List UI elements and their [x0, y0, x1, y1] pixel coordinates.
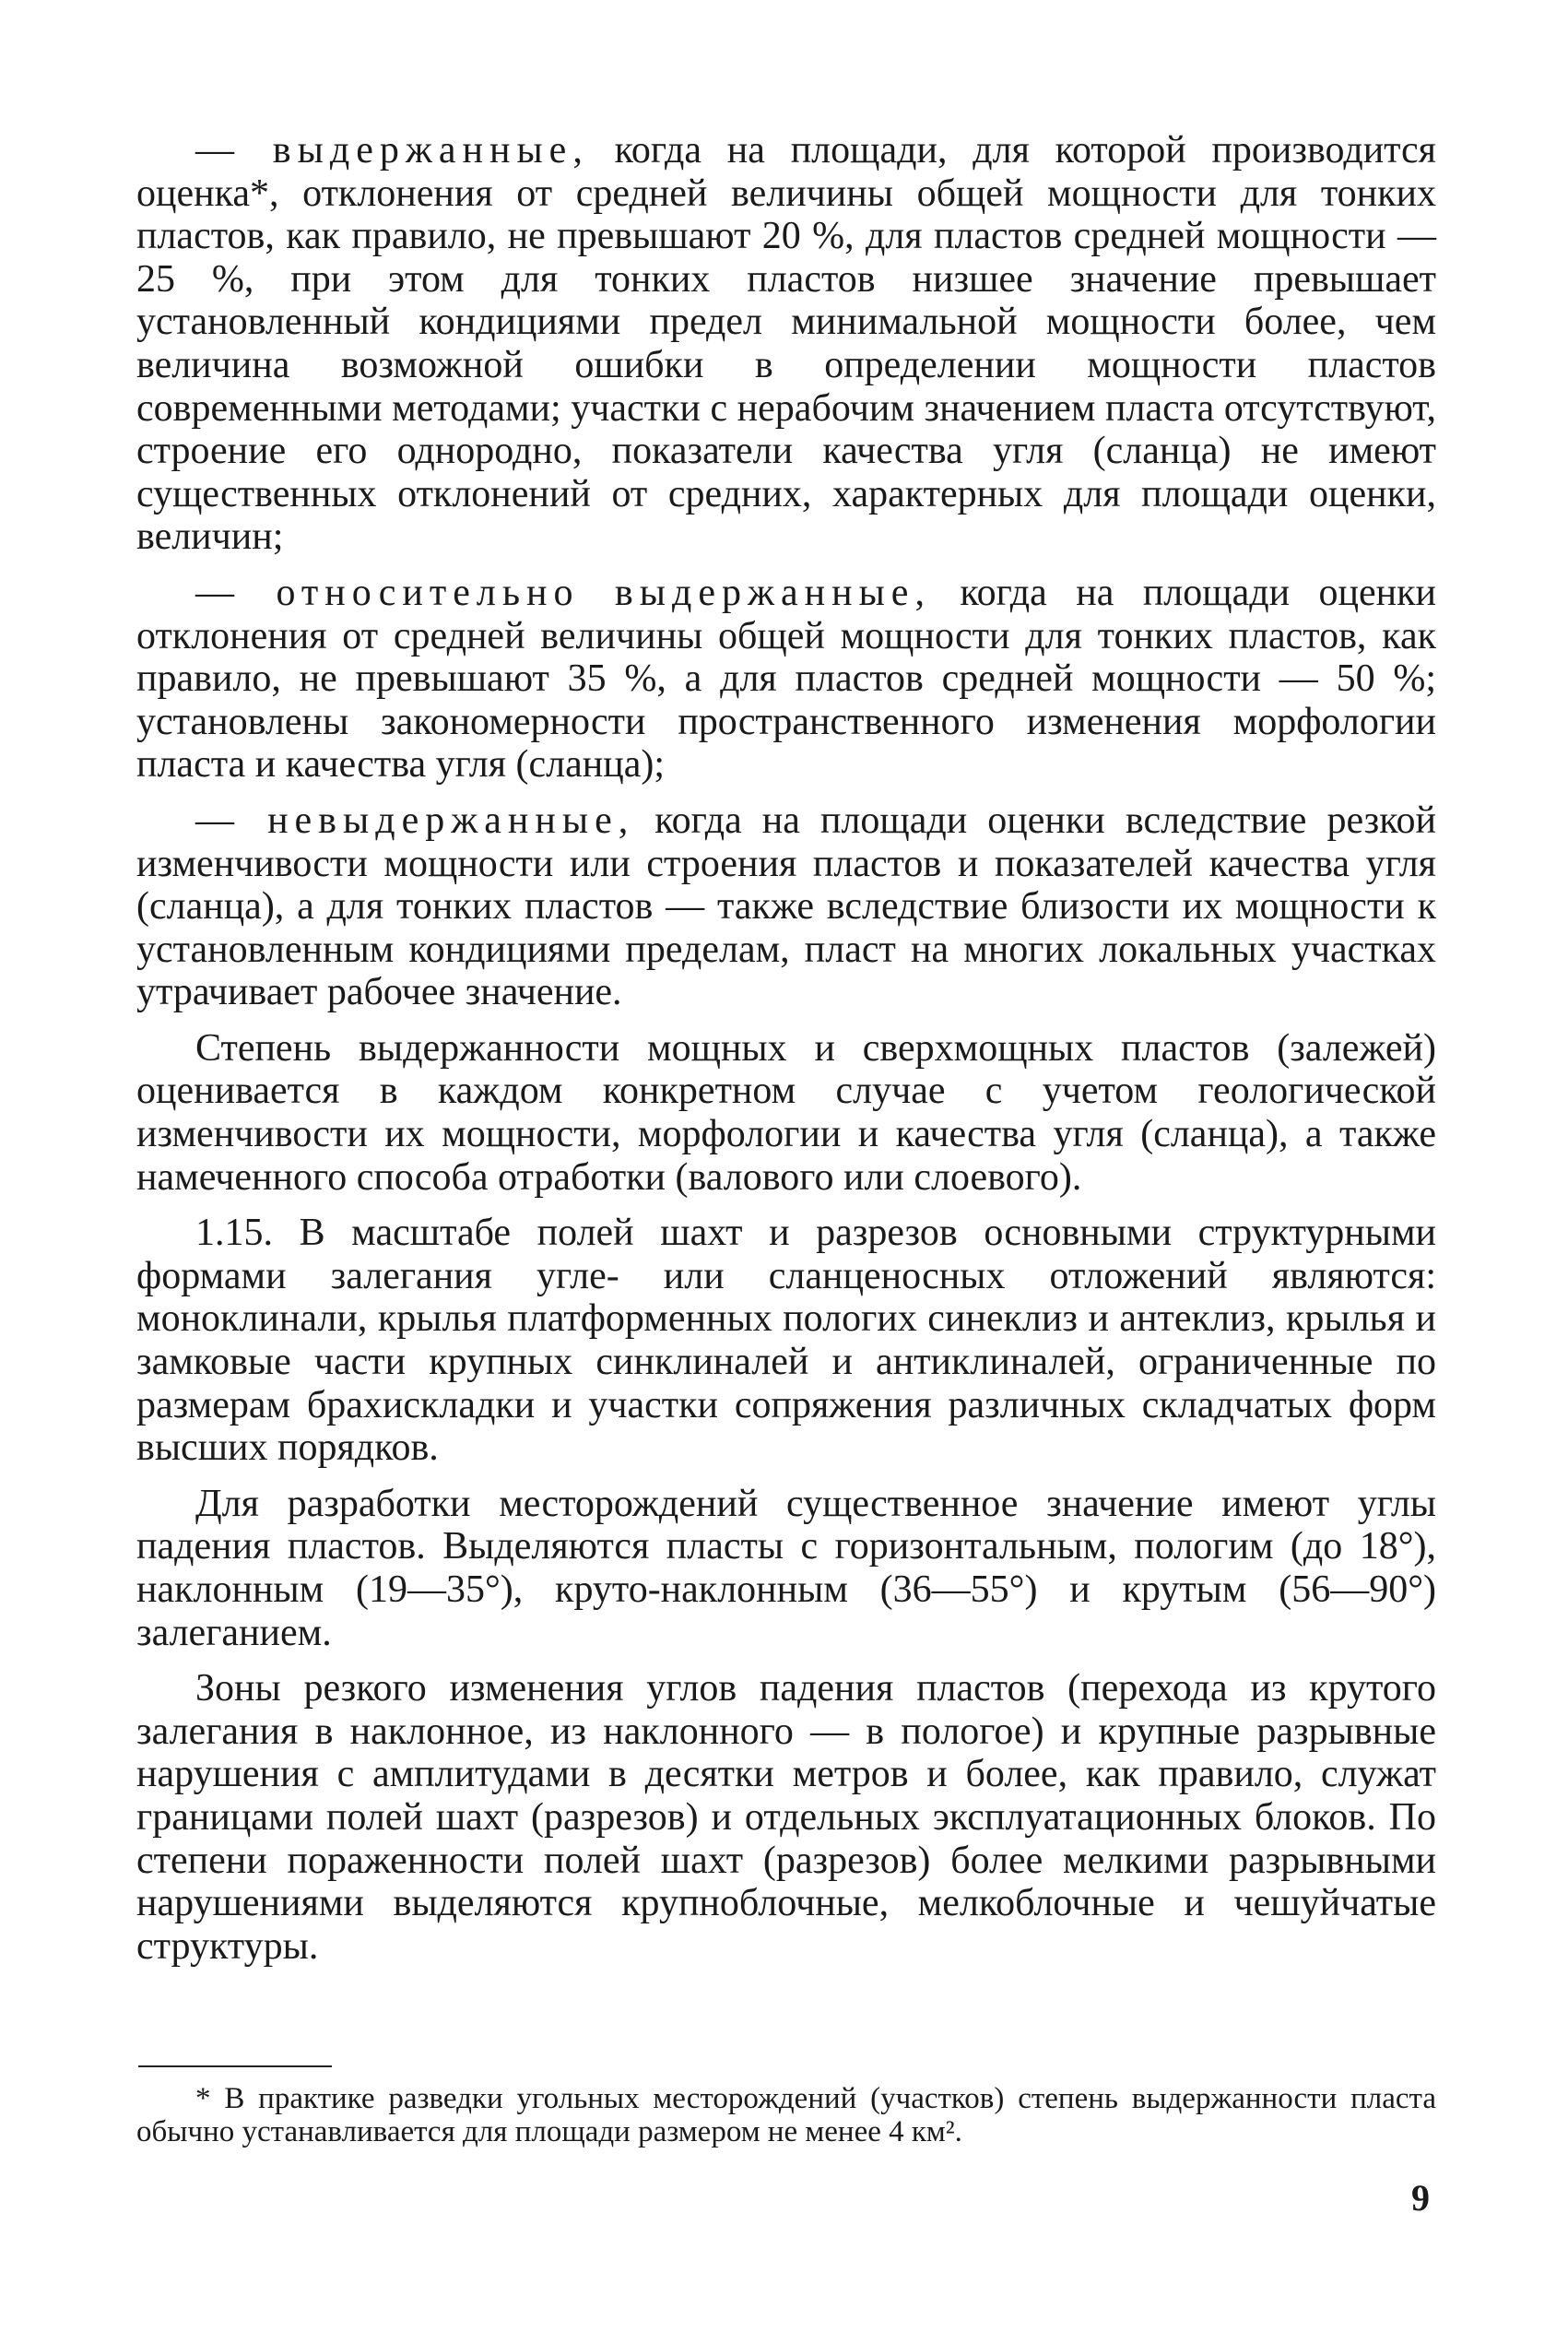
paragraph-relatively-sustained [136, 572, 1436, 787]
paragraph-unsustained [136, 799, 1436, 1014]
paragraph-text: когда на площади оценки вследствие резкой изменчивости мощности или строения пластов и показателей качества угля (сланца), а для тонких пластов — также вследствие близости их мощности к установленным кондициями пределам, пласт на многих локальных участках утрачивает рабочее значение. [136, 799, 1437, 1014]
paragraph-sustained [136, 129, 1436, 559]
paragraph-text: когда на площади оценки отклонения от средней величины общей мощности для тонких пластов, как правило, не превышают 35 %, а для пластов средней мощности — 50 %; установлены закономерности пространственного изменения морфологии пласта и качества угля (сланца); [136, 571, 1437, 787]
footnote: * В практике разведки угольных месторождений (участков) степень выдержанности пласта обычно устанавливается для площади размером не менее 4 км². [136, 2082, 1436, 2148]
paragraph-text: когда на площади, для которой производится оценка*, отклонения от средней величины общей мощности для тонких пластов, как правило, не превышают 20 %, для пластов средней мощности — 25 %, при этом для тонких пластов низшее значение превышает установленный кондициями предел минимальной мощности более, чем величина возможной ошибки в определении мощности пластов современными методами; участки с нерабочим значением пласта отсутствуют, строение его однородно, показатели качества угля (сланца) не имеют существенных отклонений от средних, характерных для площади оценки, величин; [136, 129, 1436, 559]
paragraph-dip-angles [136, 1483, 1436, 1654]
paragraph-text: Степень выдержанности мощных и сверхмощных пластов (залежей) оценивается в каждом конкретном случае с учетом геологической изменчивости их мощности, морфологии и качества угля (сланца), а также намеченного способа отработки (валового или слоевого). [136, 1026, 1436, 1199]
term-unsustained: — невыдержанные, [195, 799, 635, 842]
paragraph-section-1-15 [136, 1212, 1436, 1470]
paragraph-thick-seams [136, 1027, 1436, 1199]
paragraph-text: Зоны резкого изменения углов падения пластов (перехода из крутого залегания в наклонное, из наклонного — в пологое) и крупные разрывные нарушения с амплитудами в десятки метров и более, как правило, служат границами полей шахт (разрезов) и отдельных эксплуатационных блоков. По степени пораженности полей шахт (разрезов) более мелкими разрывными нарушениями выделяются крупноблочные, мелкоблочные и чешуйчатые структуры. [136, 1667, 1436, 1968]
footnote-divider [138, 2065, 332, 2067]
term-sustained: — выдержанные, [195, 129, 589, 172]
body-text [136, 129, 1436, 1981]
page-number: 9 [1411, 2177, 1430, 2219]
term-relatively-sustained: — относительно выдержанные, [195, 571, 931, 614]
paragraph-text: 1.15. В масштабе полей шахт и разрезов основными структурными формами залегания угле- или сланценосных отложений являются: моноклинали, крылья платформенных пологих синеклиз и антеклиз, крылья и замковые части крупных синклиналей и антиклиналей, ограниченные по размерам брахискладки и участки сопряжения различных складчатых форм высших порядков. [136, 1212, 1436, 1470]
paragraph-zones [136, 1667, 1436, 1968]
paragraph-text: Для разработки месторождений существенное значение имеют углы падения пластов. Выделяются пласты с горизонтальным, пологим (до 18°), наклонным (19—35°), круто-наклонным (36—55°) и крутым (56—90°) залеганием. [136, 1482, 1436, 1654]
